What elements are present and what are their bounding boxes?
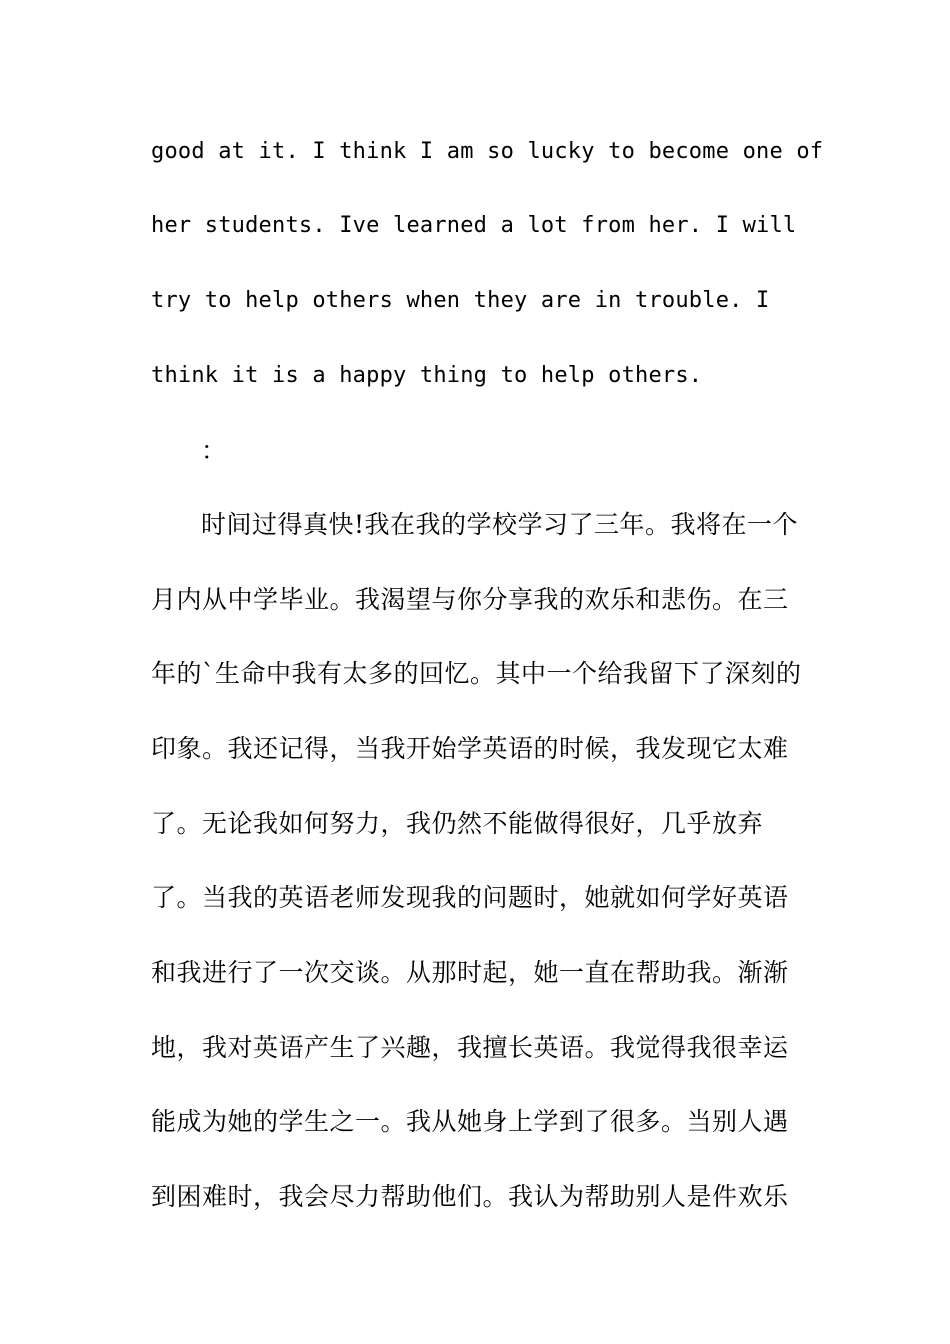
chinese-text-line: 和我进行了一次交谈。从那时起，她一直在帮助我。渐渐	[151, 958, 789, 987]
chinese-text-line: 能成为她的学生之一。我从她身上学到了很多。当别人遇	[151, 1107, 789, 1136]
english-text-line: think it is a happy thing to help others.	[151, 363, 703, 388]
english-text-line: her students. Ive learned a lot from her. I will	[151, 213, 797, 238]
english-text-line: try to help others when they are in trouble. I	[151, 288, 770, 313]
section-separator: ：	[201, 436, 227, 465]
chinese-text-line: 了。当我的英语老师发现我的问题时，她就如何学好英语	[151, 883, 789, 912]
chinese-text-line: 印象。我还记得，当我开始学英语的时候，我发现它太难	[151, 734, 789, 763]
chinese-text-line: 到困难时，我会尽力帮助他们。我认为帮助别人是件欢乐	[151, 1182, 789, 1211]
chinese-text-line: 月内从中学毕业。我渴望与你分享我的欢乐和悲伤。在三	[151, 585, 789, 614]
chinese-text-line: 时间过得真快!我在我的学校学习了三年。我将在一个	[201, 510, 799, 539]
english-text-line: good at it. I think I am so lucky to become one of	[151, 139, 824, 164]
chinese-text-line: 地，我对英语产生了兴趣，我擅长英语。我觉得我很幸运	[151, 1033, 789, 1062]
chinese-text-line: 了。无论我如何努力，我仍然不能做得很好，几乎放弃	[151, 809, 764, 838]
chinese-text-line: 年的`生命中我有太多的回忆。其中一个给我留下了深刻的	[151, 659, 802, 688]
